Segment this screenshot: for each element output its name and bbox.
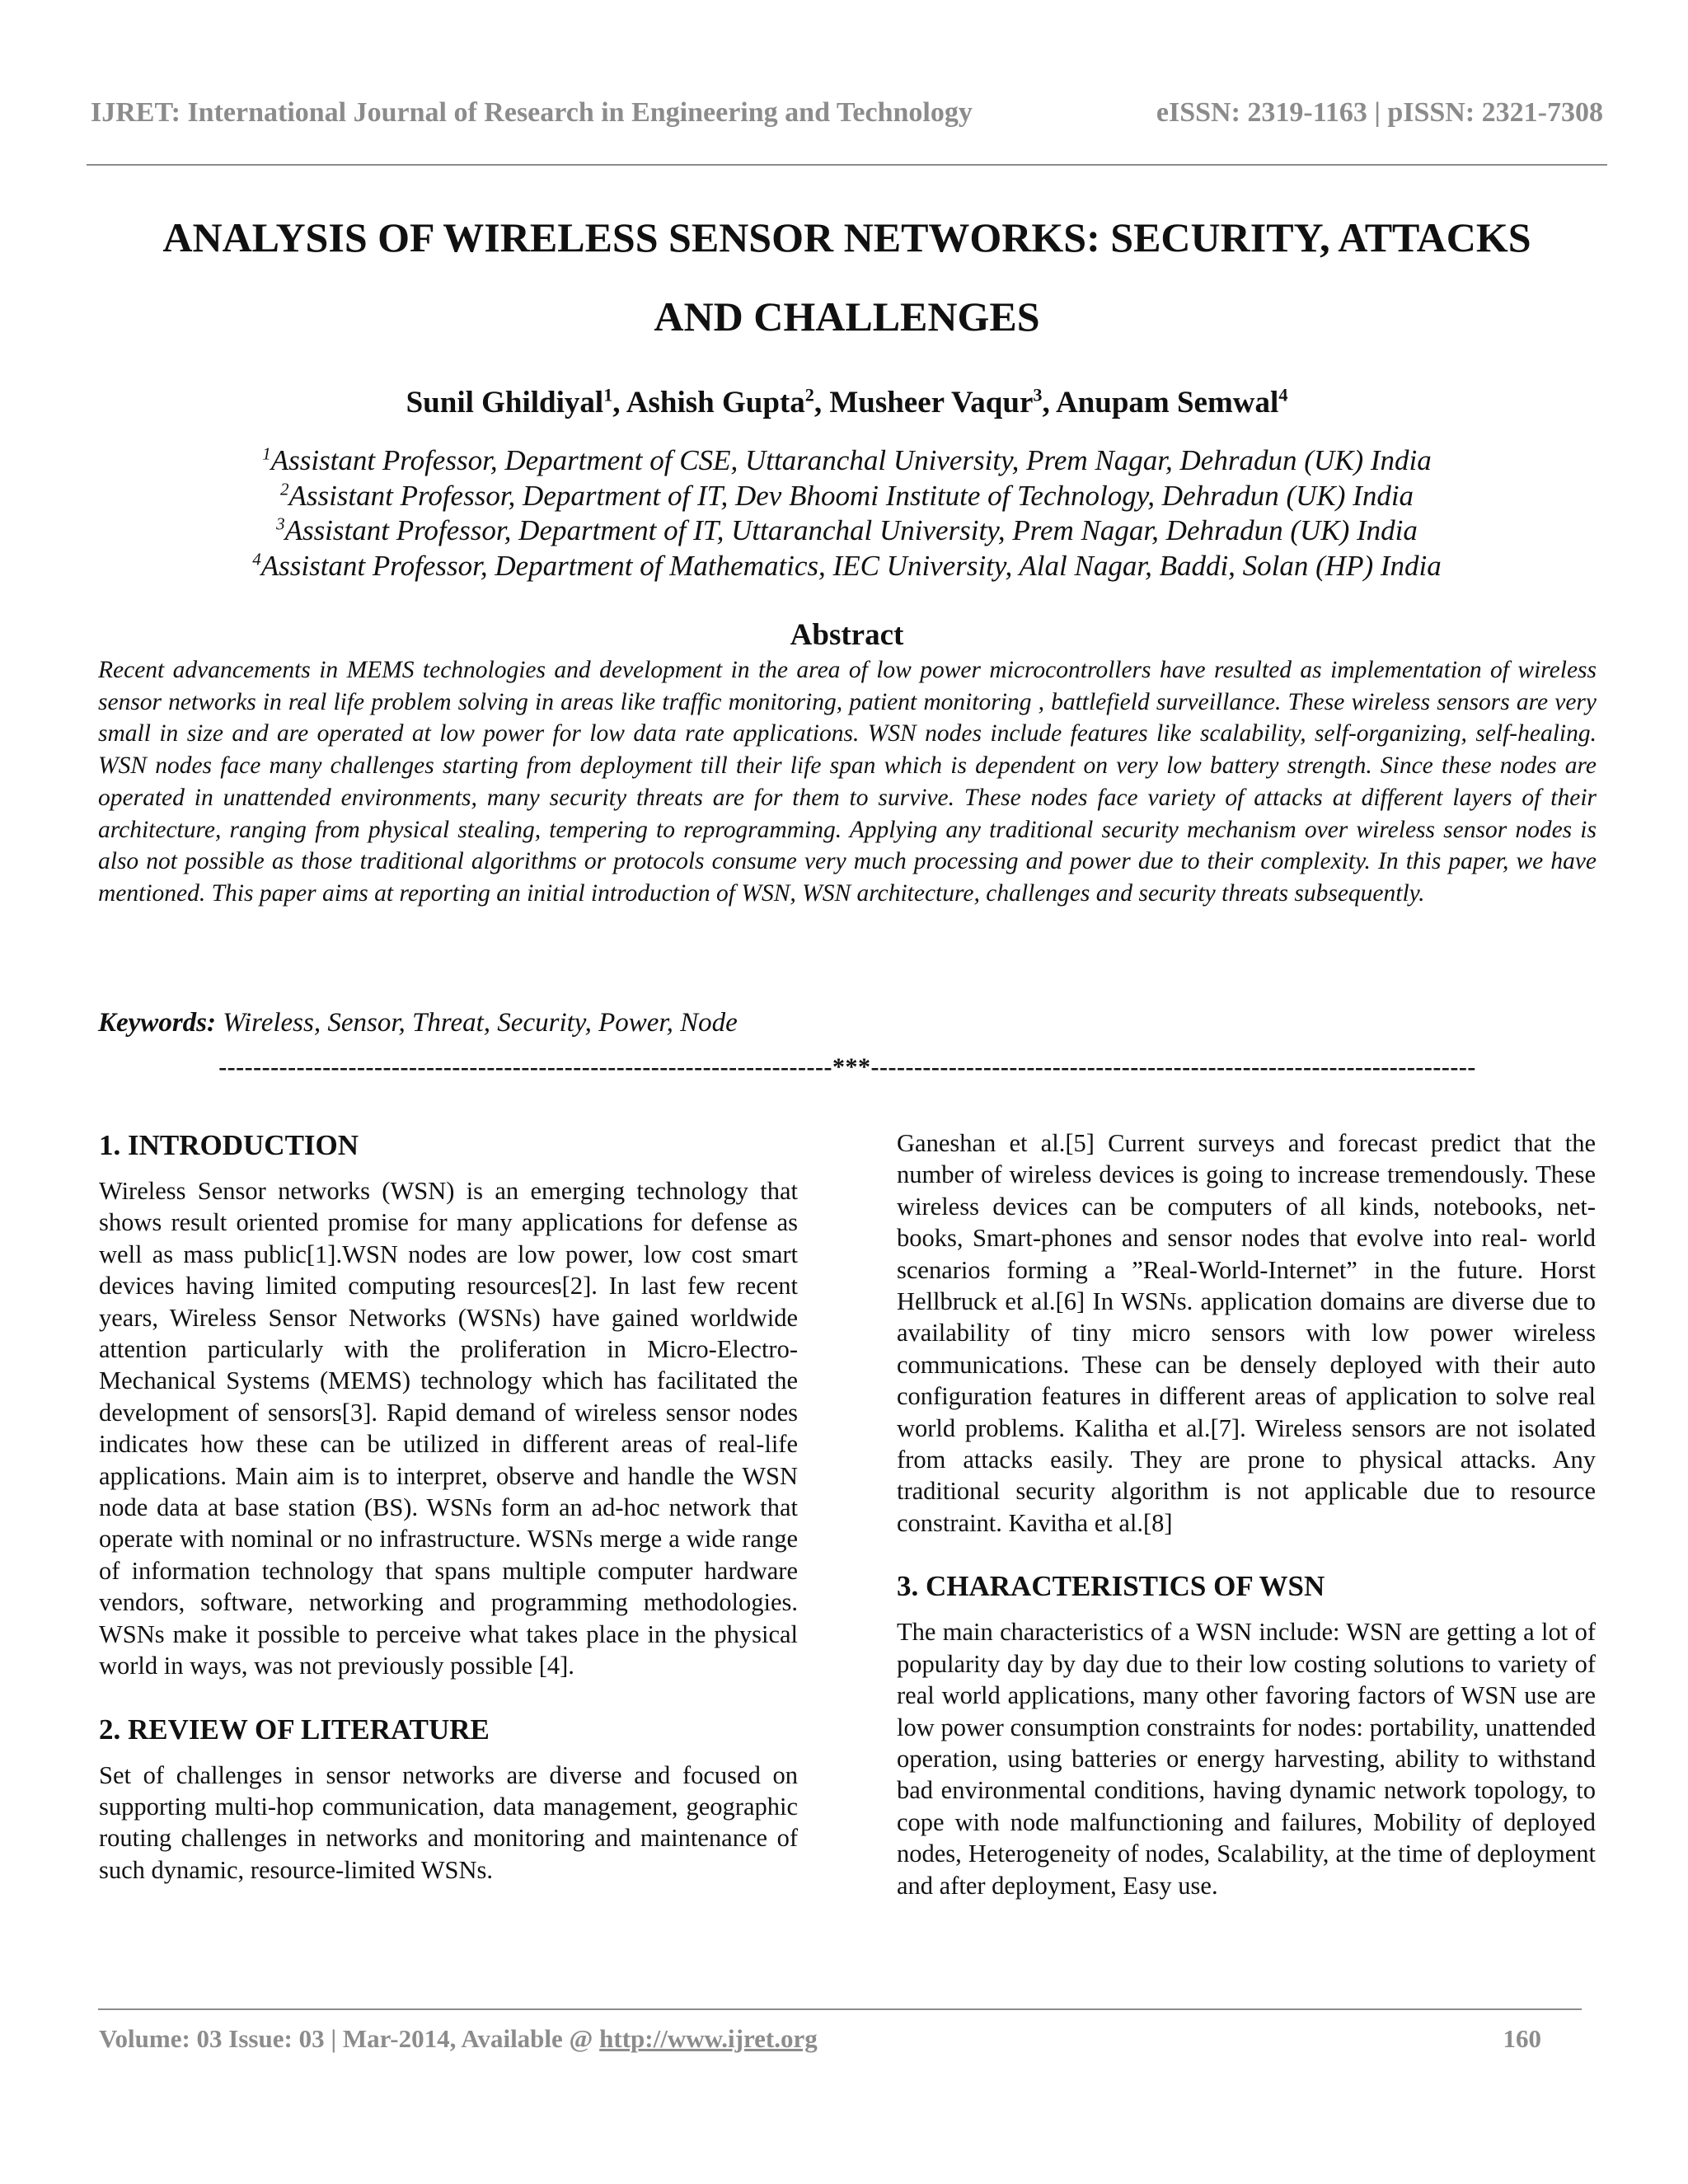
author-4: Anupam Semwal$^4$ [1055,384,1288,419]
footer-volume: Volume: 03 Issue: 03 | Mar-2014, Available @ http://www.ijret.org [99,2024,818,2053]
title-line-2: AND CHALLENGES [654,293,1040,340]
page-number: 160 [1503,2024,1541,2053]
keywords-list: Wireless, Sensor, Threat, Security, Power, Node [216,1008,738,1038]
author-3: Musheer Vaqur$^3$, [829,384,1056,419]
left-column [99,1127,798,1886]
affiliation-4: $^4$Assistant Professor, Department of Mathematics, IEC University, Alal Nagar, Baddi, Solan (HP) India [252,548,1442,582]
review-continuation: Ganeshan et al.[5] Current surveys and forecast predict that the number of wireless devices is going to increase tremendously. These wireless devices can be computers of all kinds, notebooks, net-books, Smart-phones and sensor nodes that evolve into real- world scenarios forming a ”Real-World-Internet” in the future. Horst Hellbruck et al.[6] In WSNs. application domains are diverse due to availability of tiny micro sensors with low power wireless communications. These can be densely deployed with their auto configuration features in different areas of application to solve real world problems. Kalitha et al.[7]. Wireless sensors are not isolated from attacks easily. They are prone to physical attacks. Any traditional security algorithm is not applicable due to resource constraint. Kavitha et al.[8] [897,1129,1596,1537]
page-footer [99,2024,1541,2054]
paper-title [87,198,1607,356]
running-header [91,97,1603,129]
author-list [87,384,1607,422]
header-rule [87,164,1607,166]
affiliation-1: $^1$Assistant Professor, Department of CSE, Uttaranchal University, Prem Nagar, Dehradun (UK) India [262,443,1432,476]
review-text: Set of challenges in sensor networks are diverse and focused on supporting multi-hop communication, data management, geographic routing challenges in networks and monitoring and maintenance of such dynamic, resource-limited WSNs. [99,1760,798,1884]
right-column [897,1127,1596,1901]
affiliation-2: $^2$Assistant Professor, Department of IT, Dev Bhoomi Institute of Technology, Dehradun (UK) India [279,478,1414,512]
intro-heading: 1. INTRODUCTION [99,1129,359,1161]
keywords [98,1005,1597,1040]
abstract-text: Recent advancements in MEMS technologies and development in the area of low power microcontrollers have resulted as implementation of wireless sensor networks in real life problem solving in areas like traffic monitoring, patient monitoring , battlefield surveillance. These wireless sensors are very small in size and are operated at low power for low data rate applications. WSN nodes include features like scalability, self-organizing, self-healing. WSN nodes face many challenges starting from deployment till their life span which is dependent on very low battery strength. Since these nodes are operated in unattended environments, many security threats are for them to survive. These nodes face variety of attacks at different layers of their architecture, ranging from physical stealing, tempering to reprogramming. Applying any traditional security mechanism over wireless sensor nodes is also not possible as those traditional algorithms or protocols consume very much processing and power due to their complexity. In this paper, we have mentioned. This paper aims at reporting an initial introduction of WSN, WSN architecture, challenges and security threats subsequently. [98,657,1597,907]
review-heading: 2. REVIEW OF LITERATURE [99,1713,490,1746]
issn-info: eISSN: 2319-1163 | pISSN: 2321-7308 [1156,97,1603,128]
characteristics-heading: 3. CHARACTERISTICS OF WSN [897,1570,1325,1603]
author-2: Ashish Gupta$^2$, [626,384,830,419]
section-separator: -----------------------------------------------------------------------***---------------------------------------------------------------------- [218,1053,1476,1080]
abstract-heading: Abstract [790,618,904,652]
characteristics-text: The main characteristics of a WSN include: WSN are getting a lot of popularity day by day due to their low costing solutions to variety of real world applications, many other favoring factors of WSN use are low power consumption constraints for nodes: portability, unattended operation, using batteries or energy harvesting, ability to withstand bad environmental conditions, having dynamic network topology, to cope with node malfunctioning and failures, Mobility of deployed nodes, Heterogeneity of nodes, Scalability, at the time of deployment and after deployment, Easy use. [897,1618,1596,1900]
journal-url-link[interactable]: http://www.ijret.org [599,2024,818,2053]
intro-text: Wireless Sensor networks (WSN) is an emerging technology that shows result oriented promise for many applications for defense as well as mass public[1].WSN nodes are low power, low cost smart devices having limited computing resources[2]. In last few recent years, Wireless Sensor Networks (WSNs) have gained worldwide attention particularly with the proliferation in Micro-Electro-Mechanical Systems (MEMS) technology which has facilitated the development of sensors[3]. Rapid demand of wireless sensor nodes indicates how these can be utilized in different areas of real-life applications. Main aim is to interpret, observe and handle the WSN node data at base station (BS). WSNs form an ad-hoc network that operate with nominal or no infrastructure. WSNs merge a wide range of information technology that spans multiple computer hardware vendors, software, networking and programming methodologies. WSNs make it possible to perceive what takes place in the physical world in ways, was not previously possible [4]. [99,1177,798,1680]
title-line-1: ANALYSIS OF WIRELESS SENSOR NETWORKS: SECURITY, ATTACKS [162,214,1531,260]
journal-name: IJRET: International Journal of Research in Engineering and Technology [91,97,973,128]
keywords-label: Keywords: [98,1008,216,1038]
affiliation-3: $^3$Assistant Professor, Department of IT, Uttaranchal University, Prem Nagar, Dehradun (UK) India [276,513,1418,546]
affiliations [87,443,1607,583]
author-1: Sunil Ghildiyal$^1$, [406,384,626,419]
footer-rule [98,2008,1582,2010]
